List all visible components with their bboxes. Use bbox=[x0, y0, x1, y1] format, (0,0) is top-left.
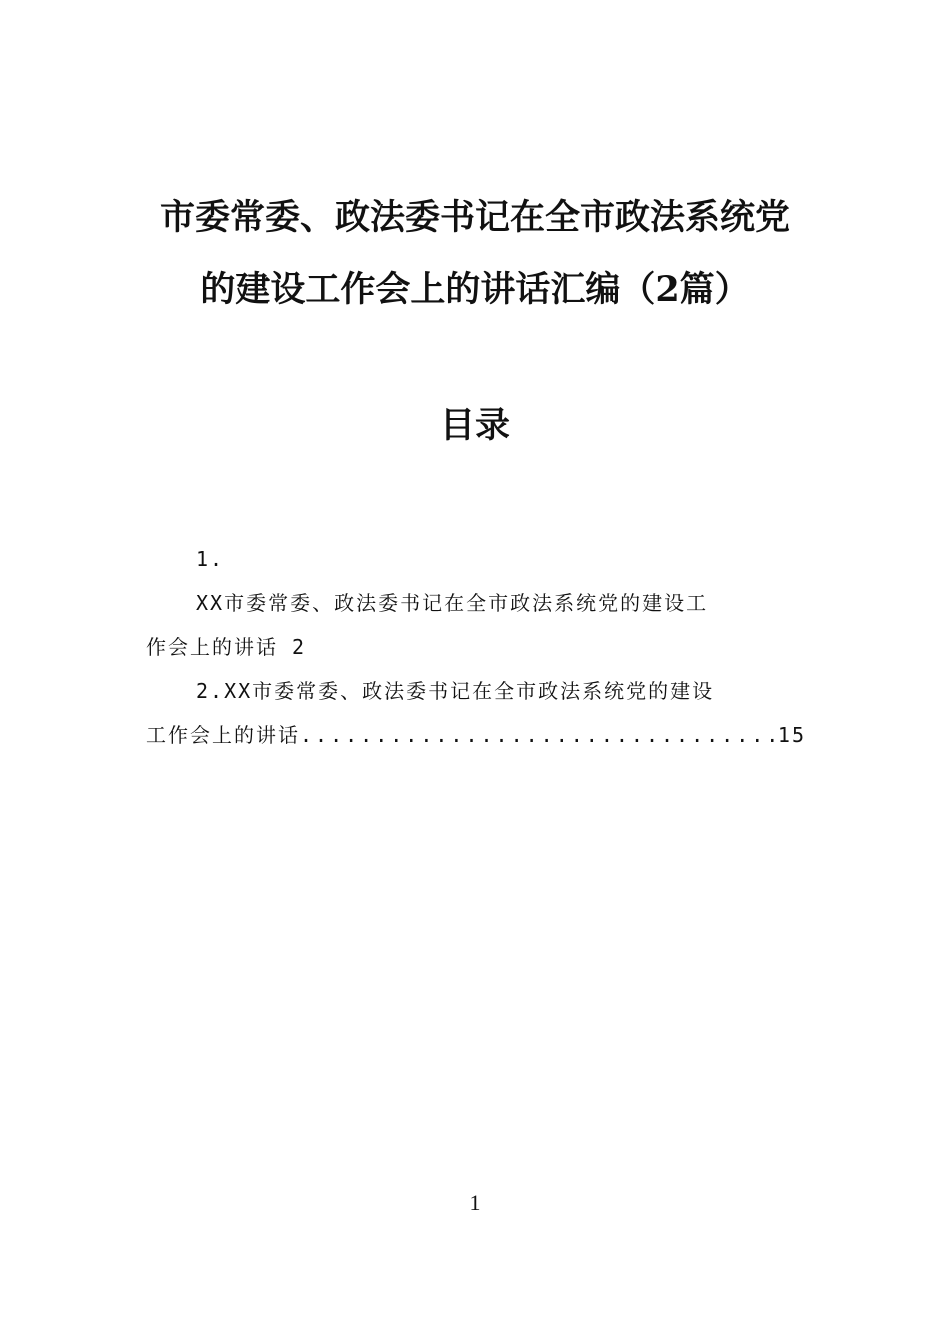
toc-entry-1-text-line-1[interactable]: XX市委常委、政法委书记在全市政法系统党的建设工 bbox=[196, 591, 709, 615]
toc-entry-1-text-line-2[interactable]: 作会上的讲话 2 bbox=[146, 635, 307, 659]
toc-entry-2-page-number: 15 bbox=[777, 723, 806, 747]
document-title-line-2: 的建设工作会上的讲话汇编（2篇） bbox=[200, 269, 750, 310]
toc-entry-1-number: 1. bbox=[196, 547, 225, 571]
toc-heading: 目录 bbox=[439, 405, 510, 446]
toc-entry-2-line-2[interactable] bbox=[146, 722, 806, 748]
toc-entry-2-text-line-1[interactable]: 2.XX市委常委、政法委书记在全市政法系统党的建设 bbox=[196, 679, 715, 703]
toc-entry-2-text-line-2: 工作会上的讲话 bbox=[146, 723, 300, 747]
toc-leader-dots bbox=[300, 722, 778, 748]
page-number: 1 bbox=[469, 1190, 481, 1215]
document-title-line-1: 市委常委、政法委书记在全市政法系统党 bbox=[159, 197, 790, 238]
